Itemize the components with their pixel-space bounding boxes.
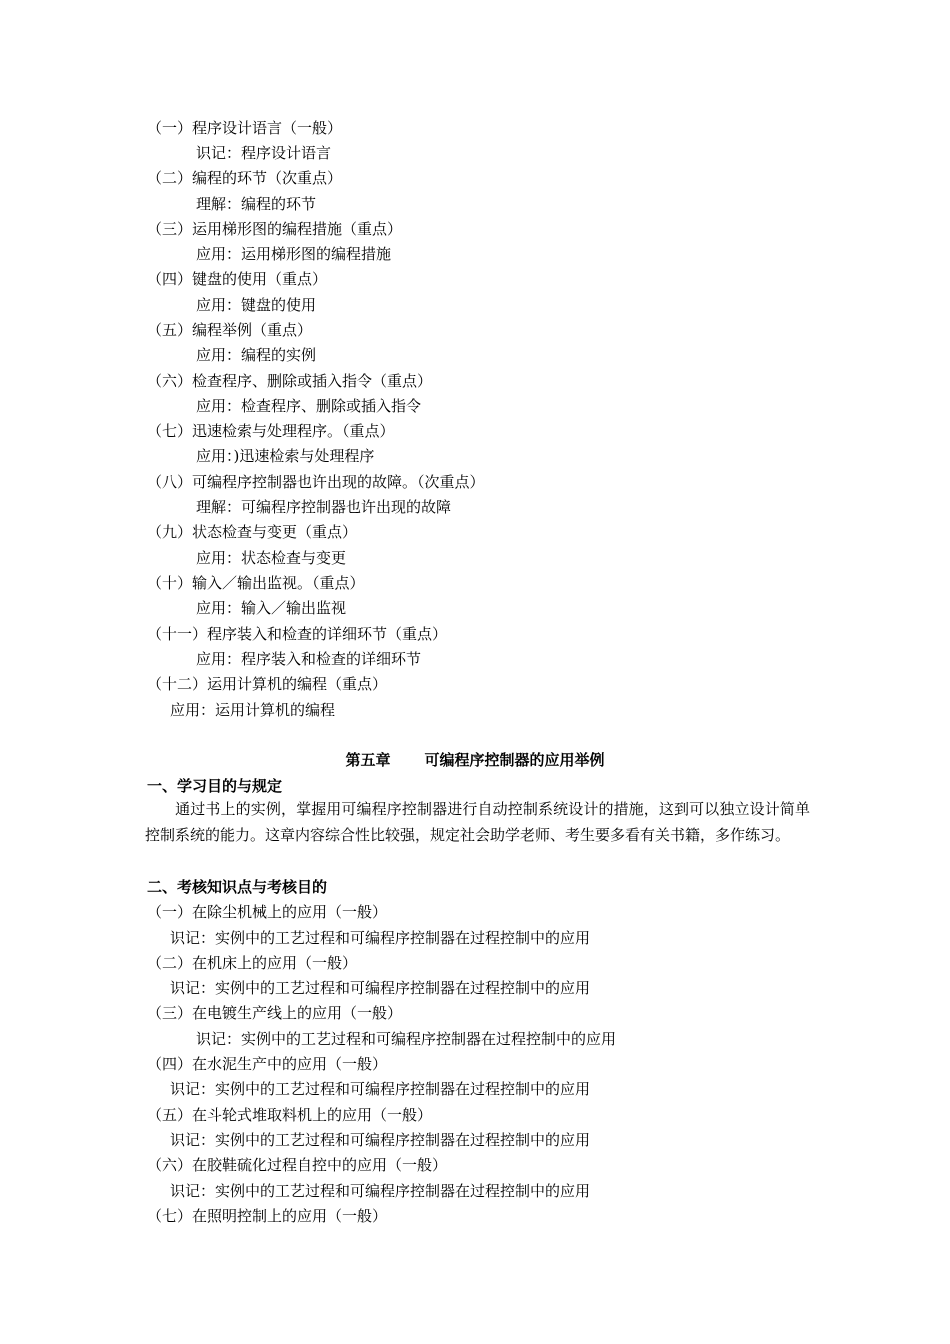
item-title: （三）在电镀生产线上的应用（一般）	[147, 1004, 403, 1022]
chapter-number: 第五章	[345, 751, 391, 769]
item-title: （十）输入／输出监视。（重点）	[147, 574, 365, 592]
item-detail: 应用：键盘的使用	[196, 296, 317, 314]
section-heading: 一、学习目的与规定	[147, 777, 283, 795]
item-title: （十二）运用计算机的编程（重点）	[147, 675, 388, 693]
item-title: （二）在机床上的应用（一般）	[147, 954, 358, 972]
item-detail: 识记：实例中的工艺过程和可编程序控制器在过程控制中的应用	[170, 1131, 591, 1149]
item-detail: 应用：状态检查与变更	[196, 549, 347, 567]
item-title: （六）在胶鞋硫化过程自控中的应用（一般）	[147, 1156, 448, 1174]
item-title: （五）在斗轮式堆取料机上的应用（一般）	[147, 1106, 433, 1124]
item-title: （五）编程举例（重点）	[147, 321, 313, 339]
item-title: （二）编程的环节（次重点）	[147, 169, 343, 187]
item-title: （十一）程序装入和检查的详细环节（重点）	[147, 625, 448, 643]
item-title: （八）可编程序控制器也许出现的故障。（次重点）	[147, 473, 485, 491]
section-heading: 二、考核知识点与考核目的	[147, 878, 328, 896]
item-detail: 应用：程序装入和检查的详细环节	[196, 650, 422, 668]
item-detail: 应用：)迅速检索与处理程序	[196, 447, 375, 465]
item-title: （四）在水泥生产中的应用（一般）	[147, 1055, 388, 1073]
chapter-heading	[0, 750, 950, 770]
item-detail: 理解：编程的环节	[196, 195, 317, 213]
item-title: （三）运用梯形图的编程措施（重点）	[147, 220, 403, 238]
item-title: （一）在除尘机械上的应用（一般）	[147, 903, 388, 921]
chapter-title: 可编程序控制器的应用举例	[424, 751, 605, 769]
item-detail: 识记：实例中的工艺过程和可编程序控制器在过程控制中的应用	[170, 1182, 591, 1200]
item-detail: 理解：可编程序控制器也许出现的故障	[196, 498, 452, 516]
item-detail: 识记：实例中的工艺过程和可编程序控制器在过程控制中的应用	[170, 1080, 591, 1098]
item-title: （七）迅速检索与处理程序。（重点）	[147, 422, 395, 440]
item-detail: 应用：运用计算机的编程	[170, 701, 336, 719]
item-title: （九）状态检查与变更（重点）	[147, 523, 358, 541]
item-title: （四）键盘的使用（重点）	[147, 270, 328, 288]
item-title: （六）检查程序、删除或插入指令（重点）	[147, 372, 433, 390]
item-detail: 识记：实例中的工艺过程和可编程序控制器在过程控制中的应用	[170, 929, 591, 947]
body-paragraph	[145, 797, 810, 848]
item-title: （一）程序设计语言（一般）	[147, 119, 343, 137]
item-detail: 识记：实例中的工艺过程和可编程序控制器在过程控制中的应用	[196, 1030, 617, 1048]
item-detail: 应用：运用梯形图的编程措施	[196, 245, 392, 263]
item-title: （七）在照明控制上的应用（一般）	[147, 1207, 388, 1225]
item-detail: 识记：实例中的工艺过程和可编程序控制器在过程控制中的应用	[170, 979, 591, 997]
item-detail: 识记：程序设计语言	[196, 144, 332, 162]
paragraph-text: 通过书上的实例，掌握用可编程序控制器进行自动控制系统设计的措施，这到可以独立设计简单控制系统的能力。这章内容综合性比较强，规定社会助学老师、考生要多看有关书籍，多作练习。	[145, 800, 810, 844]
item-detail: 应用：输入／输出监视	[196, 599, 347, 617]
item-detail: 应用：编程的实例	[196, 346, 317, 364]
item-detail: 应用：检查程序、删除或插入指令	[196, 397, 422, 415]
